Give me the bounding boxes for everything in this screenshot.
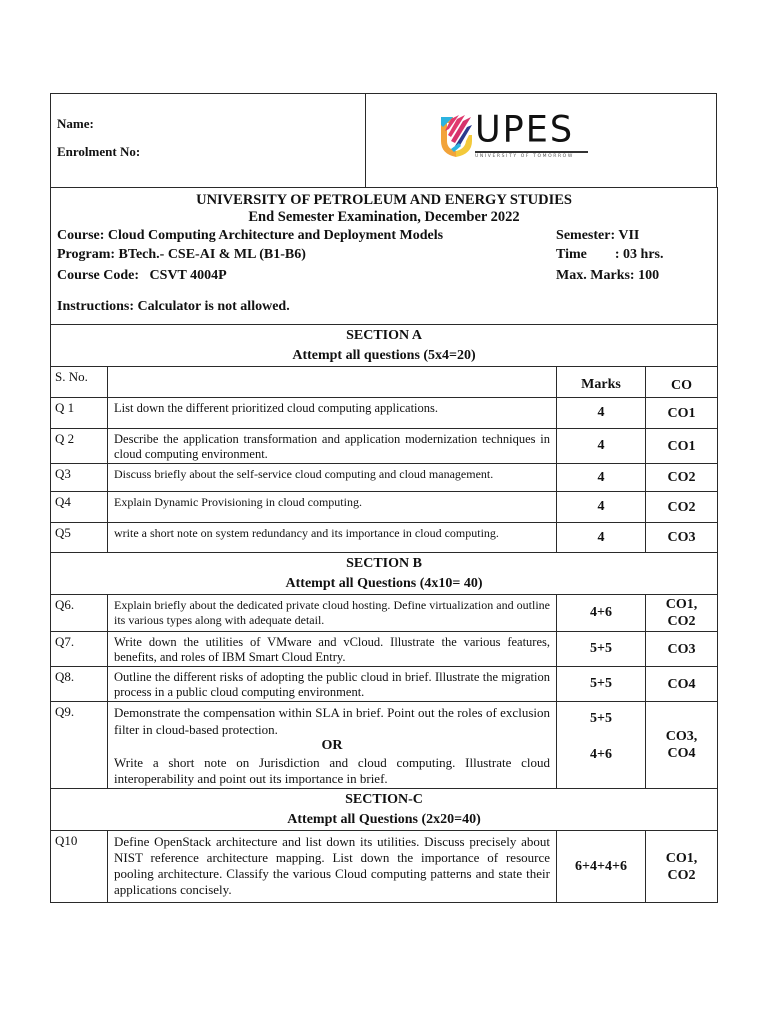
question-co: CO3	[646, 632, 718, 667]
co-line: CO1,	[665, 597, 698, 612]
section-subtitle: Attempt all Questions (2x20=40)	[287, 812, 481, 827]
question-marks: 4+6	[557, 595, 646, 632]
question-row	[51, 398, 718, 429]
logo-wordmark: UPES	[475, 109, 575, 151]
question-row	[51, 492, 718, 523]
question-marks: 5+5	[557, 632, 646, 667]
question-number: Q8.	[51, 667, 108, 702]
program-row	[57, 245, 711, 264]
marks-option-b: 4+6	[590, 747, 612, 762]
question-row	[51, 523, 718, 553]
question-text: Write down the utilities of VMware and vCloud. Illustrate the various features, benefits, and roles of IBM Smart Cloud Entry.	[108, 632, 557, 667]
question-marks: 4	[557, 523, 646, 553]
question-header	[108, 367, 557, 398]
question-row	[51, 595, 718, 632]
section-c-header	[51, 789, 718, 831]
question-number: Q3	[51, 464, 108, 492]
marks-header: Marks	[557, 367, 646, 398]
exam-title: End Semester Examination, December 2022	[248, 209, 520, 225]
header-table	[50, 93, 717, 188]
co-header: CO	[646, 367, 718, 398]
question-row	[51, 632, 718, 667]
name-label: Name:	[57, 116, 94, 131]
question-marks: 6+4+4+6	[557, 831, 646, 903]
section-subtitle: Attempt all Questions (4x10= 40)	[285, 576, 483, 591]
question-marks: 4	[557, 429, 646, 464]
question-text	[108, 702, 557, 789]
section-title: SECTION B	[346, 556, 422, 571]
question-row	[51, 702, 718, 789]
section-title: SECTION-C	[345, 792, 423, 807]
program: Program: BTech.- CSE-AI & ML (B1-B6)	[57, 247, 306, 262]
question-co: CO2	[646, 492, 718, 523]
question-marks: 5+5	[557, 667, 646, 702]
course-code: Course Code: CSVT 4004P	[57, 268, 227, 283]
section-b-header	[51, 553, 718, 595]
logo-tagline: UNIVERSITY OF TOMORROW	[475, 154, 574, 159]
question-marks: 4	[557, 464, 646, 492]
instructions: Instructions: Calculator is not allowed.	[57, 299, 290, 314]
question-co: CO3	[646, 523, 718, 553]
question-co	[646, 595, 718, 632]
question-number: Q10	[51, 831, 108, 903]
question-number: Q5	[51, 523, 108, 553]
question-text: Discuss briefly about the self-service cloud computing and cloud management.	[108, 464, 557, 492]
question-marks	[557, 702, 646, 789]
co-line: CO2	[667, 867, 696, 883]
enrolment-label: Enrolment No:	[57, 144, 141, 159]
question-number: Q6.	[51, 595, 108, 632]
question-co: CO1	[646, 429, 718, 464]
course-name: Course: Cloud Computing Architecture and Deployment Models	[57, 228, 444, 243]
question-text: List down the different prioritized cloud computing applications.	[108, 398, 557, 429]
question-marks: 4	[557, 492, 646, 523]
question-row	[51, 464, 718, 492]
question-co	[646, 702, 718, 789]
question-co	[646, 831, 718, 903]
question-number: Q9.	[51, 702, 108, 789]
logo-cell	[366, 94, 717, 188]
question-text: Outline the different risks of adopting the public cloud in brief. Illustrate the migration process in a public cloud computing environment.	[108, 667, 557, 702]
question-text: write a short note on system redundancy and its importance in cloud computing.	[108, 523, 557, 553]
question-number: Q 2	[51, 429, 108, 464]
column-header-row	[51, 367, 718, 398]
question-number: Q7.	[51, 632, 108, 667]
question-co: CO1	[646, 398, 718, 429]
exam-paper	[50, 93, 717, 903]
question-text: Define OpenStack architecture and list down its utilities. Discuss precisely about NIST reference architecture mapping. List down the importance of resource pooling architecture. Classify the various Cloud computing patterns and state their applications concisely.	[108, 831, 557, 903]
sno-header: S. No.	[51, 367, 108, 398]
max-marks: Max. Marks: 100	[556, 268, 660, 283]
question-co: CO4	[646, 667, 718, 702]
question-row	[51, 667, 718, 702]
university-name: UNIVERSITY OF PETROLEUM AND ENERGY STUDIES	[196, 192, 572, 208]
co-line: CO4	[667, 746, 696, 761]
question-row	[51, 429, 718, 464]
question-option-b: Write a short note on Jurisdiction and cloud computing. Illustrate cloud interoperability and point out its importance in brief.	[114, 754, 550, 786]
question-option-a: Demonstrate the compensation within SLA in brief. Point out the roles of exclusion filter in cloud-based protection.	[114, 705, 550, 737]
logo-underline	[475, 151, 588, 153]
section-title: SECTION A	[346, 328, 422, 343]
student-info-cell	[51, 94, 366, 188]
question-marks: 4	[557, 398, 646, 429]
section-subtitle: Attempt all questions (5x4=20)	[292, 348, 476, 363]
upes-shield-icon	[439, 113, 473, 157]
marks-option-a: 5+5	[590, 711, 612, 726]
question-row	[51, 831, 718, 903]
co-line: CO2	[667, 614, 696, 629]
or-label: OR	[321, 738, 343, 753]
course-row	[57, 226, 711, 245]
semester: Semester: VII	[556, 228, 640, 243]
question-text: Explain briefly about the dedicated private cloud hosting. Define virtualization and outline its various types along with adequate detail.	[108, 595, 557, 632]
question-number: Q 1	[51, 398, 108, 429]
exam-info-cell	[51, 188, 718, 325]
co-line: CO1,	[665, 850, 698, 866]
question-text: Describe the application transformation and application modernization techniques in cloud computing environment.	[108, 429, 557, 464]
question-text: Explain Dynamic Provisioning in cloud computing.	[108, 492, 557, 523]
course-code-row	[57, 266, 711, 285]
upes-logo	[439, 109, 599, 163]
time: Time : 03 hrs.	[556, 247, 664, 262]
question-co: CO2	[646, 464, 718, 492]
co-line: CO3,	[665, 729, 698, 744]
question-number: Q4	[51, 492, 108, 523]
exam-table	[50, 187, 718, 903]
section-a-header	[51, 325, 718, 367]
